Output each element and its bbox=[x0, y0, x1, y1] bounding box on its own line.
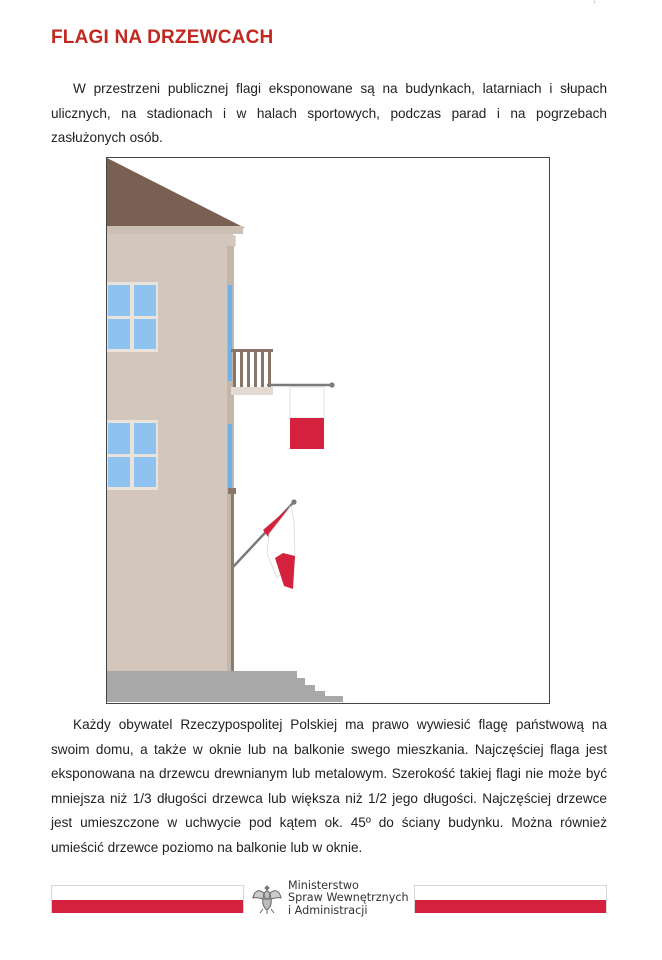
intro-paragraph: W przestrzeni publicznej flagi eksponowane są na budynkach, latarniach i słupach ulicznych, na stadionach i w halach sportowych, podczas parad i na pogrzebach zasłużonych osób. bbox=[51, 81, 607, 145]
ministry-line-3: i Administracji bbox=[288, 903, 368, 917]
window-reveal-lower bbox=[228, 424, 232, 490]
polish-eagle-emblem-icon bbox=[250, 882, 284, 916]
page-corner-mark bbox=[593, 0, 596, 5]
building-flags-illustration bbox=[106, 157, 550, 704]
building-roof bbox=[107, 158, 245, 228]
page-title: FLAGI NA DRZEWCACH bbox=[51, 27, 274, 48]
window-upper bbox=[107, 282, 158, 352]
flag-band-right bbox=[414, 885, 607, 913]
flag-band-left bbox=[51, 885, 244, 913]
ministry-line-1: Ministerstwo bbox=[288, 879, 359, 892]
angled-pole-finial bbox=[291, 499, 296, 504]
hanging-flag-balcony bbox=[290, 387, 324, 449]
angled-flag bbox=[263, 506, 295, 589]
window-reveal-upper bbox=[228, 285, 232, 381]
wall-shadow-line bbox=[231, 493, 234, 674]
window-lower bbox=[107, 420, 158, 490]
entrance-steps bbox=[107, 671, 343, 702]
ministry-name bbox=[288, 880, 409, 917]
ministry-footer bbox=[0, 880, 662, 920]
main-paragraph: Każdy obywatel Rzeczypospolitej Polskiej ma prawo wywiesić flagę państwową na swoim domu, a także w oknie lub na balkonie swego mieszkania. Najczęściej flaga jest eksponowana na drzewcu drewnianym lub metalowym. Szerokość takiej flagi nie może być mniejsza niż 1/3 długości drzewca lub większa niż 1/2 jego długości. Najczęściej drzewce jest umieszczone w uchwycie pod kątem ok. 45º do ściany budynku. Można również umieścić drzewce poziomo na balkonie lub w oknie. bbox=[51, 717, 607, 855]
building-cornice bbox=[107, 226, 243, 234]
ministry-line-2: Spraw Wewnętrznych bbox=[288, 891, 409, 905]
balcony bbox=[231, 349, 273, 395]
